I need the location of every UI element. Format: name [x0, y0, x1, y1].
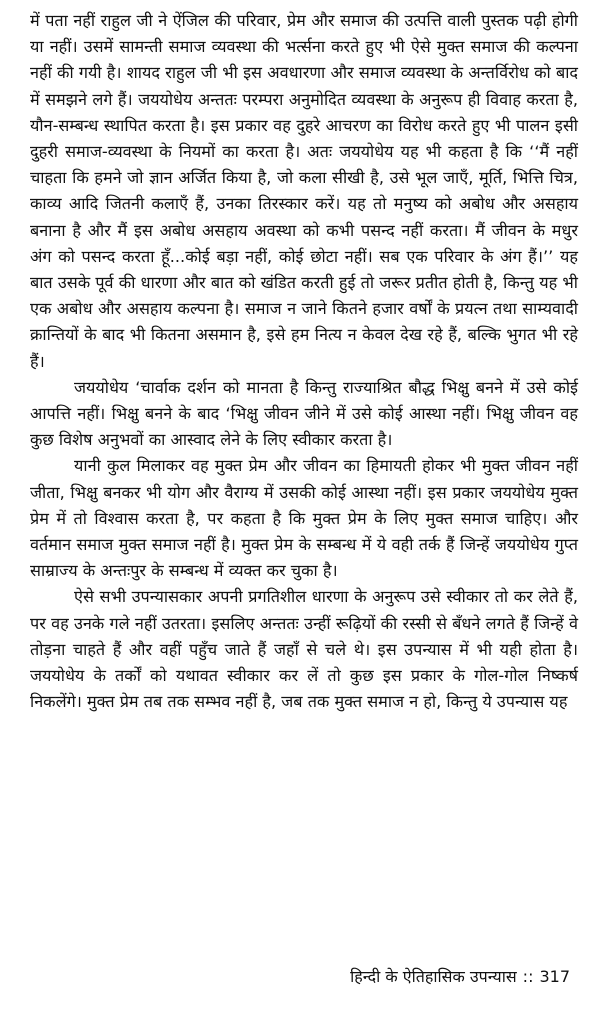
body-text — [30, 8, 578, 715]
paragraph-4: ऐसे सभी उपन्यासकार अपनी प्रगतिशील धारणा के अनुरूप उसे स्वीकार तो कर लेते हैं, पर वह उनके गले नहीं उतरता। इसलिए अन्ततः उन्हीं रूढ़ियों की रस्सी से बँधने लगते हैं जिन्हें वे तोड़ना चाहते हैं और वहीं पहुँच जाते हैं जहाँ से चले थे। इस उपन्यास में भी यही होता है। जययोधेय के तर्कों को यथावत स्वीकार कर लें तो कुछ इस प्रकार के गोल-गोल निष्कर्ष निकलेंगे। मुक्त प्रेम तब तक सम्भव नहीं है, जब तक मुक्त समाज न हो, किन्तु ये उपन्यास यह — [30, 587, 578, 712]
footer-separator: :: — [522, 967, 534, 986]
page-number: 317 — [539, 967, 570, 986]
page-footer — [350, 966, 570, 988]
running-title: हिन्दी के ऐतिहासिक उपन्यास — [350, 967, 517, 986]
paragraph-3: यानी कुल मिलाकर वह मुक्त प्रेम और जीवन का हिमायती होकर भी मुक्त जीवन नहीं जीता, भिक्षु बनकर भी योग और वैराग्य में उसकी कोई आस्था नहीं। इस प्रकार जययोधेय मुक्त प्रेम में तो विश्वास करता है, पर कहता है कि मुक्त प्रेम के लिए मुक्त समाज चाहिए। और वर्तमान समाज मुक्त समाज नहीं है। मुक्त प्रेम के सम्बन्ध में ये वही तर्क हैं जिन्हें जययोधेय गुप्त साम्राज्य के अन्तःपुर के सम्बन्ध में व्यक्त कर चुका है। — [30, 456, 578, 581]
paragraph-1: में पता नहीं राहुल जी ने ऐंजिल की परिवार, प्रेम और समाज की उत्पत्ति वाली पुस्तक पढ़ी होगी या नहीं। उसमें सामन्ती समाज व्यवस्था की भर्त्सना करते हुए भी ऐसे मुक्त समाज की कल्पना नहीं की गयी है। शायद राहुल जी भी इस अवधारणा और समाज व्यवस्था के अन्तर्विरोध को बाद में समझने लगे हैं। जययोधेय अन्ततः परम्परा अनुमोदित व्यवस्था के अनुरूप ही विवाह करता है, यौन-सम्बन्ध स्थापित करता है। इस प्रकार वह दुहरे आचरण का विरोध करते हुए भी पालन इसी दुहरी समाज-व्यवस्था के नियमों का करता है। अतः जययोधेय यह भी कहता है कि ‘‘मैं नहीं चाहता कि हमने जो ज्ञान अर्जित किया है, जो कला सीखी है, उसे भूल जाएँ, मूर्ति, भित्ति चित्र, काव्य आदि जितनी कलाएँ हैं, उनका तिरस्कार करें। यह तो मनुष्य को अबोध और असहाय बनाना है और मैं इस अबोध असहाय अवस्था को कभी पसन्द नहीं करता। मैं जीवन के मधुर अंग को पसन्द करता हूँ...कोई बड़ा नहीं, कोई छोटा नहीं। सब एक परिवार के अंग हैं।’’ यह बात उसके पूर्व की धारणा और बात को खंडित करती हुई तो जरूर प्रतीत होती है, किन्तु यह भी एक अबोध और असहाय कल्पना है। समाज न जाने कितने हजार वर्षों के प्रयत्न तथा साम्यवादी क्रान्तियों के बाद भी कितना असमान है, इसे हम नित्य न केवल देख रहे हैं, बल्कि भुगत भी रहे हैं। — [30, 11, 578, 371]
paragraph-2: जययोधेय ‘चार्वाक दर्शन को मानता है किन्तु राज्याश्रित बौद्ध भिक्षु बनने में उसे कोई आपत्ति नहीं। भिक्षु बनने के बाद ‘भिक्षु जीवन जीने में उसे कोई आस्था नहीं। भिक्षु जीवन वह कुछ विशेष अनुभवों का आस्वाद लेने के लिए स्वीकार करता है। — [30, 377, 578, 450]
